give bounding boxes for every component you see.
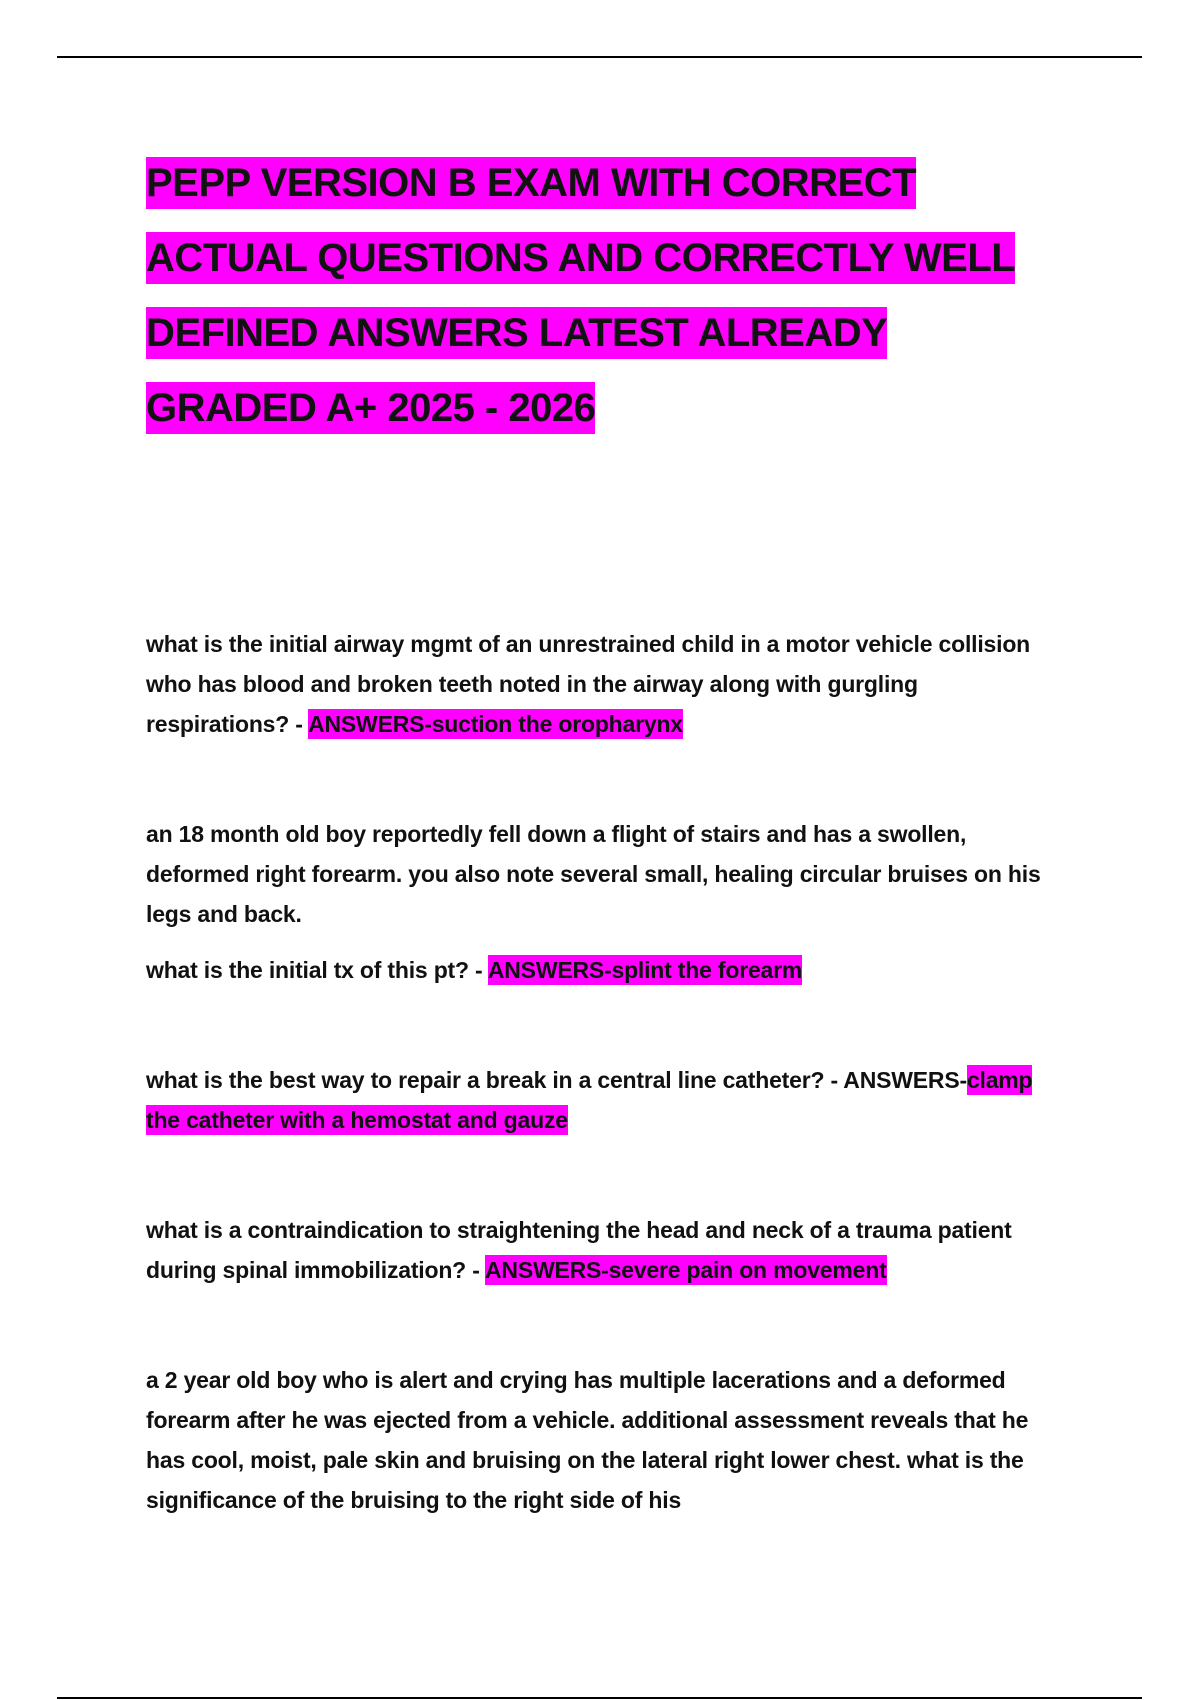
- qa-item-5: [146, 1360, 1066, 1520]
- qa-item-1: [146, 624, 1066, 744]
- question-text: [146, 1210, 1066, 1290]
- title-highlight: PEPP VERSION B EXAM WITH CORRECT ACTUAL QUESTIONS AND CORRECTLY WELL DEFINED ANSWERS LATEST ALREADY GRADED A+ 2025 - 2026: [146, 157, 1015, 434]
- question-text: [146, 624, 1066, 744]
- question-1: what is the initial airway mgmt of an unrestrained child in a motor vehicle collision who has blood and broken teeth noted in the airway along with gurgling respirations? -: [146, 631, 1031, 737]
- qa-item-4: [146, 1210, 1066, 1290]
- footer-rule: [57, 1697, 1142, 1699]
- document-title: [146, 146, 1046, 446]
- question-text: [146, 950, 1066, 990]
- question-2: what is the initial tx of this pt? -: [146, 957, 488, 983]
- qa-item-2: [146, 814, 1066, 990]
- answer-1: ANSWERS-suction the oropharynx: [308, 711, 683, 737]
- question-3: what is the best way to repair a break in a central line catheter? - ANSWERS-: [146, 1067, 967, 1093]
- question-4: what is a contraindication to straightening the head and neck of a trauma patient during spinal immobilization? -: [146, 1217, 1012, 1283]
- answer-3: clamp the catheter with a hemostat and gauze: [146, 1067, 1033, 1133]
- answer-4: ANSWERS-severe pain on movement: [485, 1257, 887, 1283]
- question-text: [146, 1060, 1066, 1140]
- qa-item-3: [146, 1060, 1066, 1140]
- answer-2: ANSWERS-splint the forearm: [487, 957, 803, 983]
- header-rule: [57, 56, 1142, 58]
- scenario-text: an 18 month old boy reportedly fell down a flight of stairs and has a swollen, deformed right forearm. you also note several small, healing circular bruises on his legs and back.: [146, 821, 1041, 927]
- question-5: a 2 year old boy who is alert and crying has multiple lacerations and a deformed forearm after he was ejected from a vehicle. additional assessment reveals that he has cool, moist, pale skin and bruising on the lateral right lower chest. what is the significance of the bruising to the right side of his: [146, 1367, 1029, 1513]
- question-text: [146, 1360, 1066, 1520]
- qa-list: [146, 624, 1066, 1590]
